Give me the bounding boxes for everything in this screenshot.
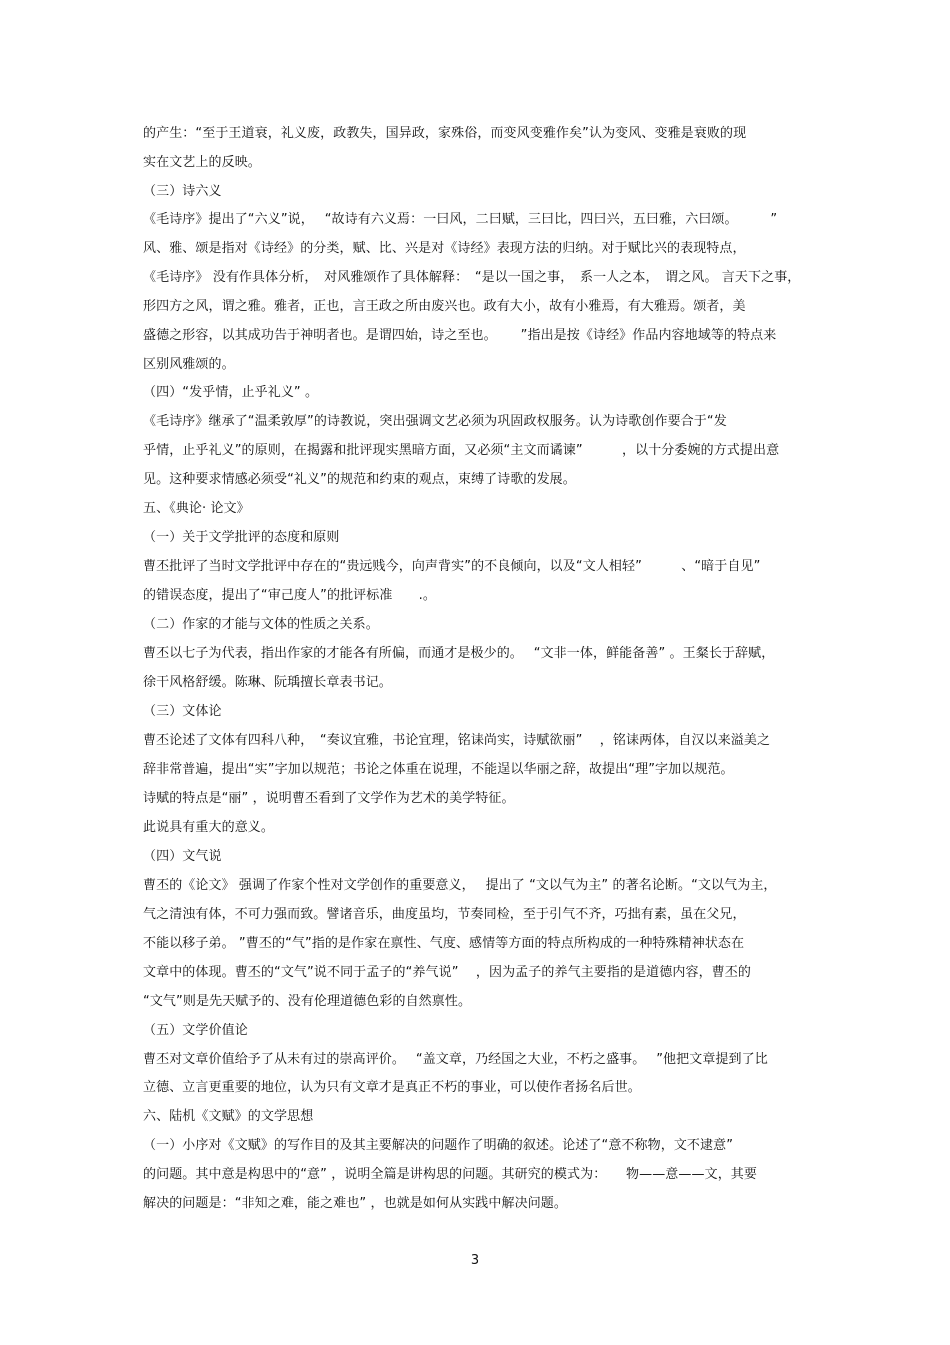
text-line: 《毛诗序》 没有作具体分析， 对风雅颂作了具体解释： “是以一国之事， 系一人之本， 谓之风。 言天下之事， — [143, 270, 801, 285]
text-line: 《毛诗序》提出了“六义”说， “故诗有六义焉：一曰风，二曰赋，三曰比，四曰兴，五曰雅，六曰颂。 ” — [143, 212, 778, 227]
text-line: 解决的问题是：“非知之难，能之难也” ，也就是如何从实践中解决问题。 — [143, 1196, 568, 1211]
text-line: 见。这种要求情感必须受“礼义”的规范和约束的观点，束缚了诗歌的发展。 — [143, 472, 576, 487]
text-line: 乎情，止乎礼义”的原则，在揭露和批评现实黑暗方面，又必须“主文而谲谏” ，以十分委婉的方式提出意 — [143, 443, 780, 458]
text-line: （二）作家的才能与文体的性质之关系。 — [143, 617, 379, 632]
text-line: （三）文体论 — [143, 704, 222, 719]
page-number: 3 — [470, 1253, 480, 1268]
text-line: （一）关于文学批评的态度和原则 — [143, 530, 340, 545]
text-line: 五、《典论· 论文》 — [143, 501, 250, 516]
text-line: 六、陆机《文赋》的文学思想 — [143, 1109, 314, 1124]
text-line: （一）小序对《文赋》的写作目的及其主要解决的问题作了明确的叙述。论述了“意不称物，文不逮意” — [143, 1138, 734, 1153]
text-line: 立德、立言更重要的地位，认为只有文章才是真正不朽的事业，可以使作者扬名后世。 — [143, 1080, 641, 1095]
text-line: 盛德之形容，以其成功告于神明者也。是谓四始，诗之至也。 ”指出是按《诗经》作品内容地域等的特点来 — [143, 328, 777, 343]
text-line: 曹丕批评了当时文学批评中存在的“贵远贱今，向声背实”的不良倾向，以及“文人相轻” 、“暗于自见” — [143, 559, 761, 574]
text-line: （四）“发乎情，止乎礼义” 。 — [143, 385, 319, 400]
text-line: 文章中的体现。曹丕的“文气”说不同于孟子的“养气说” ，因为孟子的养气主要指的是道德内容，曹丕的 — [143, 965, 751, 980]
text-line: （三）诗六义 — [143, 184, 222, 199]
text-line: 形四方之风，谓之雅。雅者，正也，言王政之所由废兴也。政有大小，故有小雅焉，有大雅焉。颂者，美 — [143, 299, 746, 314]
text-line: 徐干风格舒缓。陈琳、阮瑀擅长章表书记。 — [143, 675, 392, 690]
text-line: 曹丕的《论文》 强调了作家个性对文学创作的重要意义， 提出了 “文以气为主” 的著名论断。“文以气为主， — [143, 878, 777, 893]
text-line: 曹丕对文章价值给予了从未有过的崇高评价。 “盖文章，乃经国之大业，不朽之盛事。 ”他把文章提到了比 — [143, 1052, 768, 1067]
text-line: 《毛诗序》继承了“温柔敦厚”的诗教说，突出强调文艺必须为巩固政权服务。认为诗歌创作要合于“发 — [143, 414, 727, 429]
text-line: （五）文学价值论 — [143, 1023, 248, 1038]
text-line: 风、雅、颂是指对《诗经》的分类，赋、比、兴是对《诗经》表现方法的归纳。对于赋比兴的表现特点， — [143, 241, 746, 256]
text-line: 的产生：“至于王道衰，礼义废，政教失，国异政，家殊俗，而变风变雅作矣”认为变风、变雅是衰败的现 — [143, 126, 747, 141]
text-line: （四）文气说 — [143, 849, 222, 864]
text-line: 此说具有重大的意义。 — [143, 820, 275, 835]
text-line: 实在文艺上的反映。 — [143, 155, 261, 170]
text-line: 不能以移子弟。 ”曹丕的“气”指的是作家在禀性、气度、感情等方面的特点所构成的一种特殊精神状态在 — [143, 936, 745, 951]
text-line: 诗赋的特点是“丽” ，说明曹丕看到了文学作为艺术的美学特征。 — [143, 791, 515, 806]
text-line: 气之清浊有体，不可力强而致。譬诸音乐，曲度虽均，节奏同检，至于引气不齐，巧拙有素，虽在父兄， — [143, 907, 746, 922]
text-line: 的问题。其中意是构思中的“意” ，说明全篇是讲构思的问题。其研究的模式为： 物——意——文，其要 — [143, 1167, 758, 1182]
text-line: 曹丕论述了文体有四科八种， “奏议宜雅，书论宜理，铭诔尚实，诗赋欲丽” ，铭诔两体，自汉以来溢美之 — [143, 733, 771, 748]
text-line: 辞非常普遍，提出“实”字加以规范；书论之体重在说理，不能逞以华丽之辞，故提出“理”字加以规范。 — [143, 762, 734, 777]
text-line: “文气”则是先天赋予的、没有伦理道德色彩的自然禀性。 — [143, 994, 472, 1009]
text-line: 区别风雅颂的。 — [143, 357, 235, 372]
text-line: 的错误态度，提出了“审己度人”的批评标准 .。 — [143, 588, 437, 603]
text-line: 曹丕以七子为代表，指出作家的才能各有所偏，而通才是极少的。 “文非一体，鲜能备善” 。王粲长于辞赋， — [143, 646, 775, 661]
